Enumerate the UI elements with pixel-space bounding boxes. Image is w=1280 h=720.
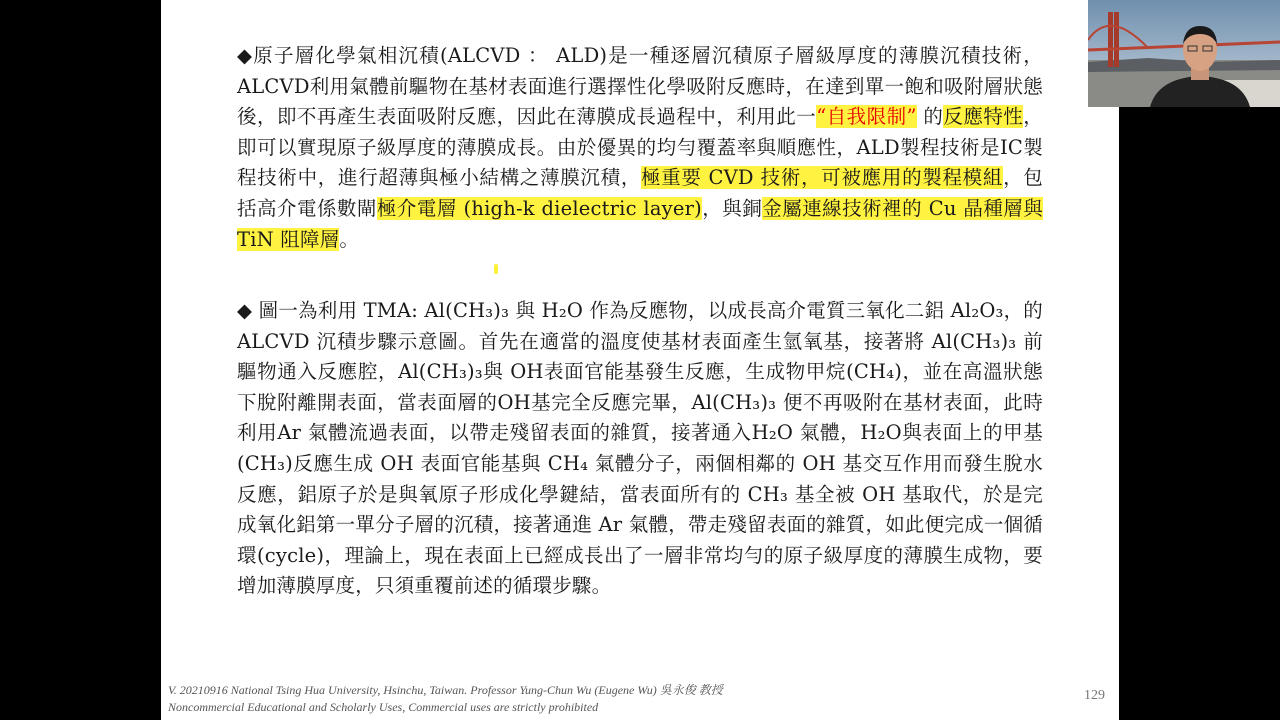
highlight-high-k: 極介電層 (high-k dielectric layer) <box>376 196 702 220</box>
text-segment: ，與銅 <box>701 196 763 220</box>
slide <box>161 0 1119 720</box>
text-segment: 原子層化學氣相沉積(ALCVD ： ALD)是一種逐層沉積原子層級厚度的薄膜沉積技術，ALCVD利用氣體前驅物在基材表面進行選擇性化學吸附反應時，在達到單一飽和吸附層狀態後，即不再產生表面吸附反應，因此在薄膜成長過程中，利用此一 <box>237 44 1043 129</box>
text-segment: 圖一為利用 TMA: Al(CH₃)₃ 與 H₂O 作為反應物，以成長高介電質三氧化二鋁 Al₂O₃，的ALCVD 沉積步驟示意圖。首先在適當的溫度使基材表面產生氫氧基，接著將 Al(CH₃)₃ 前驅物通入反應腔，Al(CH₃)₃與 OH表面官能基發生反應，生成物甲烷(CH₄)，並在高溫狀態下脫附離開表面，當表面層的OH基完全反應完畢，Al(CH₃)₃ 便不再吸附在基材表面，此時利用Ar 氣體流過表面，以帶走殘留表面的雜質，接著通入H₂O 氣體，H₂O與表面上的甲基(CH₃)反應生成 OH 表面官能基與 CH₄ 氣體分子，兩個相鄰的 OH 基交互作用而發生脫水反應，鋁原子於是與氧原子形成化學鍵結，當表面所有的 CH₃ 基全被 OH 基取代，於是完成氧化鋁第一單分子層的沉積，接著通進 Ar 氣體，帶走殘留表面的雜質，如此便完成一個循環(cycle)，理論上，現在表面上已經成長出了一層非常均勻的原子級厚度的薄膜生成物，要增加薄膜厚度，只須重覆前述的循環步驟。 <box>237 299 1043 598</box>
footer-copyright <box>168 682 723 715</box>
webcam-video[interactable] <box>1088 0 1280 107</box>
footer-line-2: Noncommercial Educational and Scholarly Uses, Commercial uses are strictly prohibited <box>168 699 599 714</box>
highlight-cu-tin: 金屬連線技術裡的 Cu 晶種層與 TiN 阻障層 <box>237 196 1043 251</box>
bullet-diamond-icon: ◆ <box>237 44 254 67</box>
text-segment: ，包括高介電係數閘 <box>237 166 1043 220</box>
paragraph-al2o3-process <box>237 296 1043 602</box>
highlight-cvd-technique: 極重要 CVD 技術，可被應用的製程模組 <box>641 166 1004 190</box>
highlight-reaction-property: 反應特性 <box>943 105 1024 129</box>
page-number: 129 <box>1084 688 1105 703</box>
text-segment: ，即可以實現原子級厚度的薄膜成長。由於優異的均勻覆蓋率與順應性，ALD製程技術是IC製程技術中，進行超薄與極小結構之薄膜沉積， <box>237 105 1043 190</box>
text-segment: 的 <box>916 105 944 129</box>
presenter-camera-feed <box>1088 0 1280 107</box>
highlight-self-limiting: “自我限制” <box>816 105 917 129</box>
highlight-pen-mark <box>494 264 498 274</box>
bullet-diamond-icon: ◆ <box>237 299 253 322</box>
footer-line-1: V. 20210916 National Tsing Hua University, Hsinchu, Taiwan. Professor Yung-Chun Wu (Eugene Wu) 吳永俊 教授 <box>168 683 723 697</box>
text-segment: 。 <box>339 227 360 251</box>
paragraph-ald-intro <box>237 41 1043 255</box>
